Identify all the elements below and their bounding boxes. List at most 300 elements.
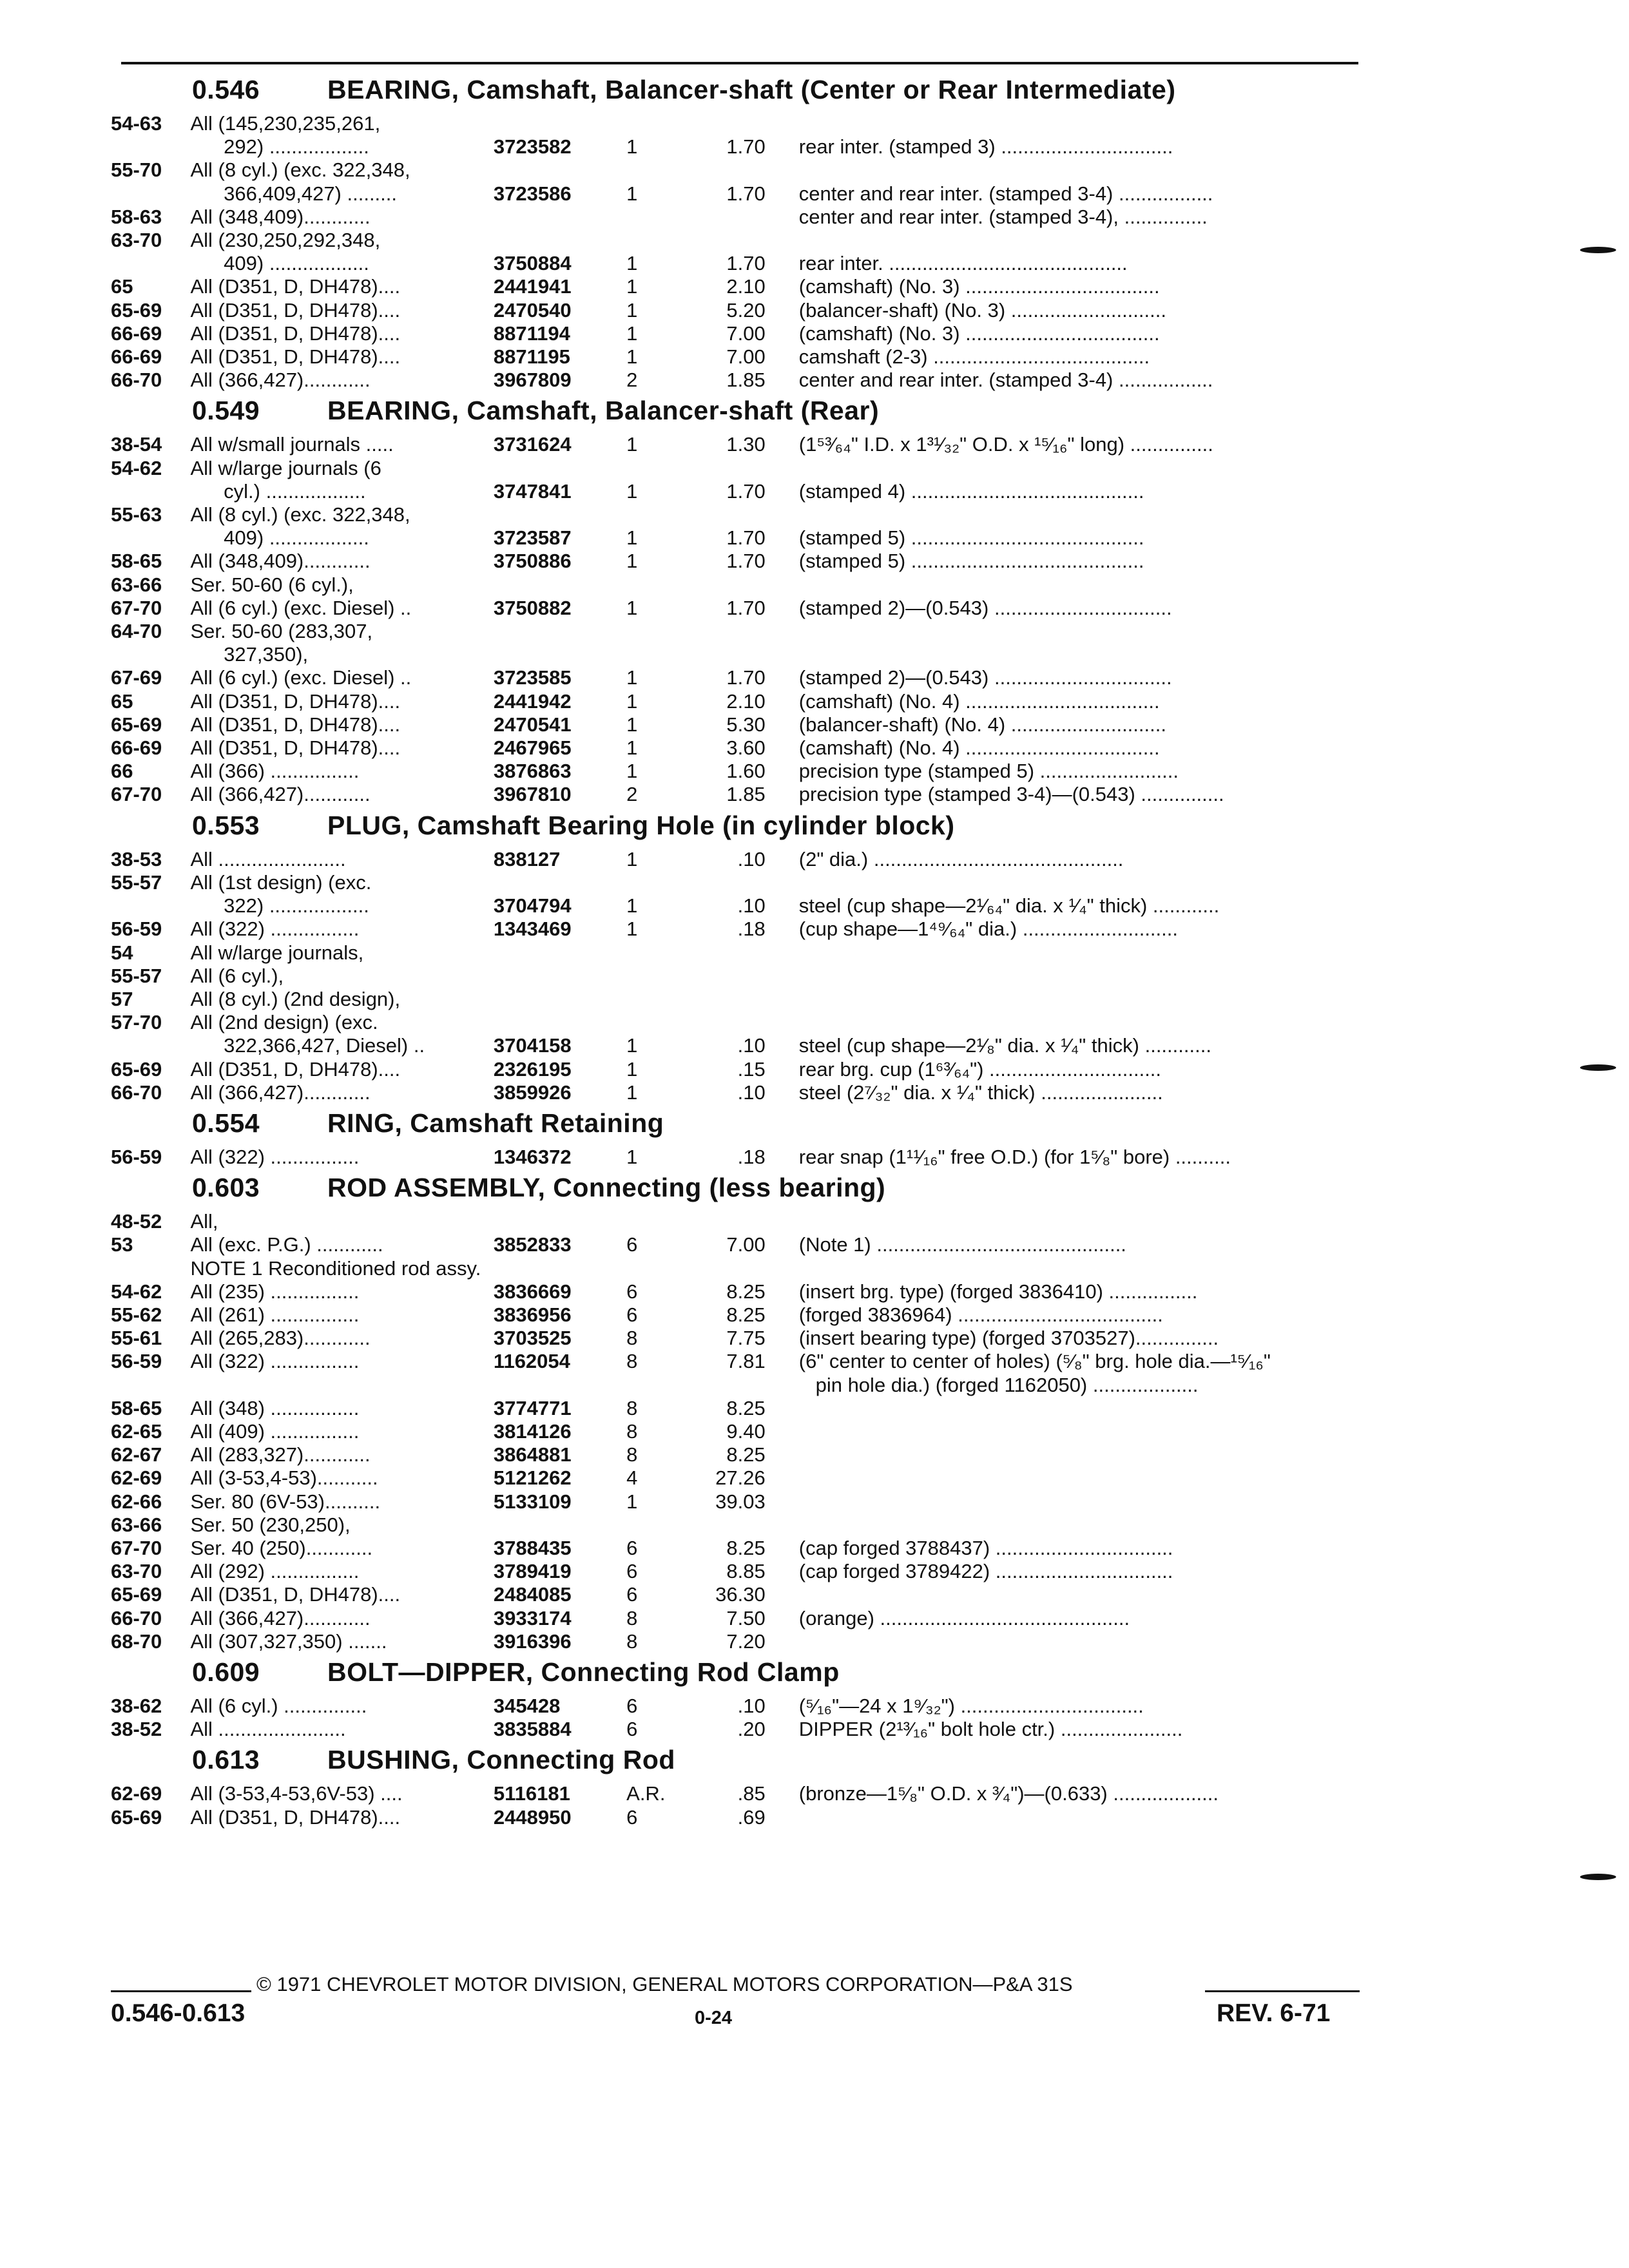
application: All (8 cyl.) (exc. 322,348, — [190, 159, 410, 182]
part-number: 5133109 — [493, 1490, 572, 1513]
parts-catalog-page — [111, 71, 1361, 1829]
description: (6" center to center of holes) (⁵⁄₈" brg. hole dia.—¹⁵⁄₁₆" — [798, 1350, 1271, 1373]
model-years: 67-70 — [111, 1536, 162, 1559]
quantity: 8 — [626, 1443, 638, 1466]
part-number: 2467965 — [493, 736, 572, 760]
parts-row — [111, 1233, 1361, 1256]
part-number: 3836956 — [493, 1303, 572, 1326]
model-years: 65-69 — [111, 1805, 162, 1829]
parts-row — [111, 1397, 1361, 1420]
model-years: 64-70 — [111, 620, 162, 643]
model-years: 58-63 — [111, 205, 162, 228]
application: All (348) ................ — [190, 1396, 360, 1419]
quantity: 6 — [626, 1718, 638, 1741]
application: All, — [190, 1210, 218, 1233]
quantity: 1 — [626, 526, 638, 550]
part-number: 3967810 — [493, 783, 572, 806]
quantity: 8 — [626, 1396, 638, 1419]
section-title: BEARING, Camshaft, Balancer-shaft (Center or Rear Intermediate) — [327, 75, 1176, 104]
section-heading — [111, 1745, 1361, 1782]
model-years: 38-53 — [111, 847, 162, 870]
quantity: 1 — [626, 713, 638, 736]
model-years: 57 — [111, 987, 133, 1010]
quantity: 1 — [626, 918, 638, 941]
quantity: 1 — [626, 847, 638, 870]
quantity: 1 — [626, 345, 638, 369]
parts-row — [111, 1490, 1361, 1514]
section-number: 0.549 — [192, 396, 260, 426]
quantity: 1 — [626, 479, 638, 503]
quantity: 8 — [626, 1419, 638, 1443]
description: (insert bearing type) (forged 3703527)............... — [798, 1327, 1219, 1350]
part-number: 345428 — [493, 1694, 561, 1717]
description: center and rear inter. (stamped 3-4) ................. — [798, 182, 1213, 205]
parts-row — [111, 135, 1361, 159]
model-years: 66-69 — [111, 322, 162, 345]
edge-mark — [1580, 247, 1616, 253]
description: (stamped 2)—(0.543) ................................ — [798, 666, 1172, 689]
parts-row — [111, 1034, 1361, 1057]
section-heading — [111, 811, 1361, 848]
parts-row — [111, 713, 1361, 736]
price: 7.00 — [726, 345, 766, 369]
parts-row — [111, 206, 1361, 229]
description: precision type (stamped 5) ......................... — [798, 760, 1179, 783]
quantity: 1 — [626, 596, 638, 619]
quantity: 8 — [626, 1629, 638, 1653]
part-number: 3852833 — [493, 1233, 572, 1256]
model-years: 56-59 — [111, 1145, 162, 1168]
description: rear inter. ........................................... — [798, 252, 1128, 275]
quantity: 1 — [626, 135, 638, 159]
parts-row — [111, 503, 1361, 526]
description: (Note 1) ............................................. — [798, 1233, 1126, 1256]
price: 36.30 — [715, 1583, 766, 1606]
parts-row — [111, 345, 1361, 369]
parts-row — [111, 1257, 1361, 1280]
model-years: 54-62 — [111, 1280, 162, 1303]
application: All (3-53,4-53,6V-53) .... — [190, 1782, 403, 1805]
price: 3.60 — [726, 736, 766, 760]
part-number: 3747841 — [493, 479, 572, 503]
model-years: 65-69 — [111, 1057, 162, 1081]
price: 8.25 — [726, 1536, 766, 1559]
parts-row — [111, 299, 1361, 322]
application: All (D351, D, DH478).... — [190, 1057, 401, 1081]
part-number: 2484085 — [493, 1583, 572, 1606]
price: .10 — [737, 1694, 766, 1717]
quantity: 1 — [626, 736, 638, 760]
application: All (409) ................ — [190, 1419, 360, 1443]
model-years: 63-66 — [111, 1513, 162, 1536]
quantity: 6 — [626, 1233, 638, 1256]
parts-row — [111, 159, 1361, 182]
part-number: 3723585 — [493, 666, 572, 689]
part-number: 1346372 — [493, 1145, 572, 1168]
part-number: 8871195 — [493, 345, 570, 369]
quantity: 1 — [626, 1490, 638, 1513]
quantity: 2 — [626, 369, 638, 392]
description: (cap forged 3789422) ................................ — [798, 1560, 1173, 1583]
application: Ser. 40 (250)............ — [190, 1536, 373, 1559]
model-years: 62-67 — [111, 1443, 162, 1466]
parts-row — [111, 597, 1361, 620]
quantity: 1 — [626, 550, 638, 573]
part-number: 1343469 — [493, 918, 572, 941]
section-title: PLUG, Camshaft Bearing Hole (in cylinder block) — [327, 810, 955, 840]
section-title: RING, Camshaft Retaining — [327, 1108, 664, 1138]
price: 8.25 — [726, 1396, 766, 1419]
part-number: 3789419 — [493, 1560, 572, 1583]
application: All w/large journals (6 — [190, 456, 381, 479]
quantity: 1 — [626, 894, 638, 918]
section-number: 0.554 — [192, 1108, 260, 1138]
model-years: 55-57 — [111, 870, 162, 894]
part-number: 3836669 — [493, 1280, 572, 1303]
quantity: 6 — [626, 1560, 638, 1583]
parts-row — [111, 666, 1361, 689]
part-number: 5121262 — [493, 1466, 572, 1490]
price: 1.60 — [726, 760, 766, 783]
quantity: 6 — [626, 1303, 638, 1326]
application: All (348,409)............ — [190, 205, 371, 228]
parts-row — [111, 783, 1361, 806]
parts-row — [111, 275, 1361, 298]
quantity: 1 — [626, 322, 638, 345]
catalog-section — [111, 1657, 1361, 1741]
application: All (366,427)............ — [190, 783, 371, 806]
model-years: 63-70 — [111, 1560, 162, 1583]
application: All (6 cyl.) (exc. Diesel) .. — [190, 666, 412, 689]
quantity: 6 — [626, 1694, 638, 1717]
model-years: 65-69 — [111, 713, 162, 736]
model-years: 54 — [111, 941, 133, 964]
parts-row — [111, 573, 1361, 597]
application: All (D351, D, DH478).... — [190, 689, 401, 713]
part-number: 3704794 — [493, 894, 572, 918]
model-years: 66-70 — [111, 369, 162, 392]
edge-mark — [1580, 1064, 1616, 1071]
part-number: 2441941 — [493, 275, 572, 298]
quantity: 1 — [626, 666, 638, 689]
description: (forged 3836964) ..................................... — [798, 1303, 1163, 1326]
description: rear inter. (stamped 3) ............................... — [798, 135, 1173, 159]
description: (camshaft) (No. 4) ................................... — [798, 736, 1160, 760]
model-years: 56-59 — [111, 1350, 162, 1373]
description: (stamped 4) .......................................... — [798, 479, 1144, 503]
application: All (D351, D, DH478).... — [190, 1583, 401, 1606]
part-number: 3750882 — [493, 596, 572, 619]
model-years: 62-65 — [111, 1419, 162, 1443]
quantity: 1 — [626, 298, 638, 322]
parts-row — [111, 229, 1361, 252]
price: .10 — [737, 894, 766, 918]
part-number: 2470540 — [493, 298, 572, 322]
quantity: 8 — [626, 1606, 638, 1629]
model-years: 62-66 — [111, 1490, 162, 1513]
application: All (265,283)............ — [190, 1327, 371, 1350]
part-number: 3750884 — [493, 252, 572, 275]
price: 8.85 — [726, 1560, 766, 1583]
parts-row — [111, 760, 1361, 783]
price: 7.75 — [726, 1327, 766, 1350]
part-number: 3703525 — [493, 1327, 572, 1350]
part-number: 3916396 — [493, 1629, 572, 1653]
price: 8.25 — [726, 1280, 766, 1303]
price: .18 — [737, 918, 766, 941]
quantity: 1 — [626, 182, 638, 205]
parts-row — [111, 1630, 1361, 1653]
parts-row — [111, 988, 1361, 1011]
parts-row — [111, 1537, 1361, 1560]
price: 27.26 — [715, 1466, 766, 1490]
application: All (8 cyl.) (2nd design), — [190, 987, 401, 1010]
price: .18 — [737, 1145, 766, 1168]
parts-row — [111, 369, 1361, 392]
part-number: 3864881 — [493, 1443, 572, 1466]
footer-section-range: 0.546-0.613 — [111, 1999, 246, 2027]
model-years: 55-61 — [111, 1327, 162, 1350]
application: All (D351, D, DH478).... — [190, 1805, 401, 1829]
model-years: 54-62 — [111, 456, 162, 479]
description: (insert brg. type) (forged 3836410) ................ — [798, 1280, 1198, 1303]
parts-row — [111, 918, 1361, 941]
section-number: 0.603 — [192, 1173, 260, 1203]
quantity: 8 — [626, 1327, 638, 1350]
price: 7.00 — [726, 322, 766, 345]
application: All (6 cyl.), — [190, 964, 284, 987]
parts-row — [111, 1374, 1361, 1397]
parts-row — [111, 1058, 1361, 1081]
model-years: 55-62 — [111, 1303, 162, 1326]
application: All (D351, D, DH478).... — [190, 713, 401, 736]
price: 1.70 — [726, 666, 766, 689]
quantity: 6 — [626, 1805, 638, 1829]
price: .85 — [737, 1782, 766, 1805]
parts-row — [111, 1210, 1361, 1233]
model-years: 53 — [111, 1233, 133, 1256]
price: 2.10 — [726, 689, 766, 713]
application: Ser. 50 (230,250), — [190, 1513, 351, 1536]
quantity: 1 — [626, 275, 638, 298]
model-years: 58-65 — [111, 1396, 162, 1419]
price: 1.70 — [726, 596, 766, 619]
model-years: 38-54 — [111, 433, 162, 456]
part-number: 3859926 — [493, 1081, 572, 1104]
application: All (6 cyl.) ............... — [190, 1694, 367, 1717]
model-years: 62-69 — [111, 1466, 162, 1490]
parts-row — [111, 1081, 1361, 1104]
model-years: 54-63 — [111, 112, 162, 135]
part-number: 3788435 — [493, 1536, 572, 1559]
model-years: 57-70 — [111, 1011, 162, 1034]
application: Ser. 50-60 (283,307, — [190, 620, 373, 643]
description: rear snap (1¹¹⁄₁₆" free O.D.) (for 1⁵⁄₈" bore) .......... — [798, 1145, 1231, 1168]
description: (orange) ............................................. — [798, 1606, 1130, 1629]
application: All (366,427)............ — [190, 1081, 371, 1104]
description: rear brg. cup (1⁶³⁄₆₄") ............................... — [798, 1057, 1162, 1081]
price: 2.10 — [726, 275, 766, 298]
application: All (322) ................ — [190, 918, 360, 941]
quantity: 6 — [626, 1280, 638, 1303]
application: All ....................... — [190, 847, 346, 870]
application: All ....................... — [190, 1718, 346, 1741]
parts-row — [111, 252, 1361, 275]
description: DIPPER (2¹³⁄₁₆" bolt hole ctr.) ...................... — [798, 1718, 1183, 1741]
price: 39.03 — [715, 1490, 766, 1513]
parts-row — [111, 112, 1361, 135]
quantity: 1 — [626, 1081, 638, 1104]
model-years: 66-70 — [111, 1081, 162, 1104]
part-number: 3750886 — [493, 550, 572, 573]
parts-row — [111, 871, 1361, 894]
quantity: 4 — [626, 1466, 638, 1490]
model-years: 67-70 — [111, 783, 162, 806]
application: All (D351, D, DH478).... — [190, 345, 401, 369]
application: All (322) ................ — [190, 1350, 360, 1373]
price: 9.40 — [726, 1419, 766, 1443]
model-years: 63-70 — [111, 229, 162, 252]
parts-row — [111, 690, 1361, 713]
parts-row — [111, 1560, 1361, 1583]
section-title: BOLT—DIPPER, Connecting Rod Clamp — [327, 1657, 840, 1687]
application: 327,350), — [190, 643, 309, 666]
model-years: 63-66 — [111, 573, 162, 596]
parts-row — [111, 1806, 1361, 1829]
application: All (D351, D, DH478).... — [190, 275, 401, 298]
parts-row — [111, 480, 1361, 503]
section-heading — [111, 396, 1361, 433]
application: 322) .................. — [190, 894, 369, 918]
catalog-section — [111, 75, 1361, 392]
section-heading — [111, 1173, 1361, 1210]
model-years: 65-69 — [111, 1583, 162, 1606]
part-number: 2470541 — [493, 713, 572, 736]
price: 1.85 — [726, 369, 766, 392]
description: (balancer-shaft) (No. 3) ............................ — [798, 298, 1166, 322]
price: 8.25 — [726, 1303, 766, 1326]
parts-row — [111, 1514, 1361, 1537]
price: .10 — [737, 847, 766, 870]
price: .15 — [737, 1057, 766, 1081]
quantity: 1 — [626, 1145, 638, 1168]
description: (stamped 2)—(0.543) ................................ — [798, 596, 1172, 619]
parts-row — [111, 1695, 1361, 1718]
parts-row — [111, 1718, 1361, 1741]
model-years: 65 — [111, 689, 133, 713]
application: All (235) ................ — [190, 1280, 360, 1303]
description: (cup shape—1⁴⁹⁄₆₄" dia.) ............................ — [798, 918, 1178, 941]
section-number: 0.546 — [192, 75, 260, 104]
application: All (145,230,235,261, — [190, 112, 381, 135]
quantity: 6 — [626, 1536, 638, 1559]
price: 1.70 — [726, 550, 766, 573]
quantity: 6 — [626, 1583, 638, 1606]
price: .10 — [737, 1081, 766, 1104]
parts-row — [111, 1607, 1361, 1630]
description: (2" dia.) ............................................. — [798, 847, 1124, 870]
parts-row — [111, 1782, 1361, 1805]
description: center and rear inter. (stamped 3-4), ............... — [798, 205, 1208, 228]
description: camshaft (2-3) ....................................... — [798, 345, 1150, 369]
application: All (D351, D, DH478).... — [190, 736, 401, 760]
part-number: 2441942 — [493, 689, 572, 713]
model-years: 55-70 — [111, 159, 162, 182]
parts-row — [111, 1011, 1361, 1034]
model-years: 58-65 — [111, 550, 162, 573]
parts-row — [111, 1146, 1361, 1169]
quantity: 8 — [626, 1350, 638, 1373]
application: All (D351, D, DH478).... — [190, 322, 401, 345]
price: 1.30 — [726, 433, 766, 456]
footer-rule-right — [1205, 1990, 1360, 1992]
parts-row — [111, 1466, 1361, 1490]
model-years: 66-70 — [111, 1606, 162, 1629]
parts-row — [111, 894, 1361, 918]
parts-row — [111, 526, 1361, 550]
part-number: 3731624 — [493, 433, 572, 456]
description: (camshaft) (No. 3) ................................... — [798, 322, 1160, 345]
parts-row — [111, 1420, 1361, 1443]
catalog-section — [111, 811, 1361, 1104]
model-years: 66-69 — [111, 345, 162, 369]
quantity: 1 — [626, 689, 638, 713]
parts-row — [111, 182, 1361, 206]
application: All (366) ................ — [190, 760, 360, 783]
price: 7.00 — [726, 1233, 766, 1256]
part-number: 3723582 — [493, 135, 572, 159]
price: 1.70 — [726, 182, 766, 205]
price: 7.20 — [726, 1629, 766, 1653]
price: 1.70 — [726, 479, 766, 503]
price: 5.20 — [726, 298, 766, 322]
application: 409) .................. — [190, 526, 369, 550]
price: 7.50 — [726, 1606, 766, 1629]
application: All w/small journals ..... — [190, 433, 394, 456]
application: All (8 cyl.) (exc. 322,348, — [190, 503, 410, 526]
application: Ser. 80 (6V-53).......... — [190, 1490, 381, 1513]
parts-row — [111, 550, 1361, 573]
model-years: 55-63 — [111, 503, 162, 526]
edge-mark — [1580, 1874, 1616, 1880]
application: All (exc. P.G.) ............ — [190, 1233, 383, 1256]
catalog-section — [111, 396, 1361, 806]
model-years: 56-59 — [111, 918, 162, 941]
price: 1.70 — [726, 252, 766, 275]
part-number: 3723586 — [493, 182, 572, 205]
description: (stamped 5) .......................................... — [798, 526, 1144, 550]
description: (⁵⁄₁₆"—24 x 1⁹⁄₃₂") ................................. — [798, 1694, 1144, 1717]
section-number: 0.609 — [192, 1657, 260, 1687]
catalog-section — [111, 1108, 1361, 1169]
application: All (348,409)............ — [190, 550, 371, 573]
parts-row — [111, 965, 1361, 988]
model-years: 48-52 — [111, 1210, 162, 1233]
description: precision type (stamped 3-4)—(0.543) ............... — [798, 783, 1224, 806]
application: All (307,327,350) ....... — [190, 1629, 387, 1653]
description: pin hole dia.) (forged 1162050) ................... — [798, 1373, 1199, 1396]
model-years: 38-62 — [111, 1694, 162, 1717]
application: All (261) ................ — [190, 1303, 360, 1326]
part-number: 3876863 — [493, 760, 572, 783]
price: .69 — [737, 1805, 766, 1829]
application: 322,366,427, Diesel) .. — [190, 1034, 425, 1057]
application: All (366,427)............ — [190, 1606, 371, 1629]
footer-revision: REV. 6-71 — [1217, 1999, 1331, 2027]
parts-row — [111, 848, 1361, 871]
description: (stamped 5) .......................................... — [798, 550, 1144, 573]
application: cyl.) .................. — [190, 479, 366, 503]
